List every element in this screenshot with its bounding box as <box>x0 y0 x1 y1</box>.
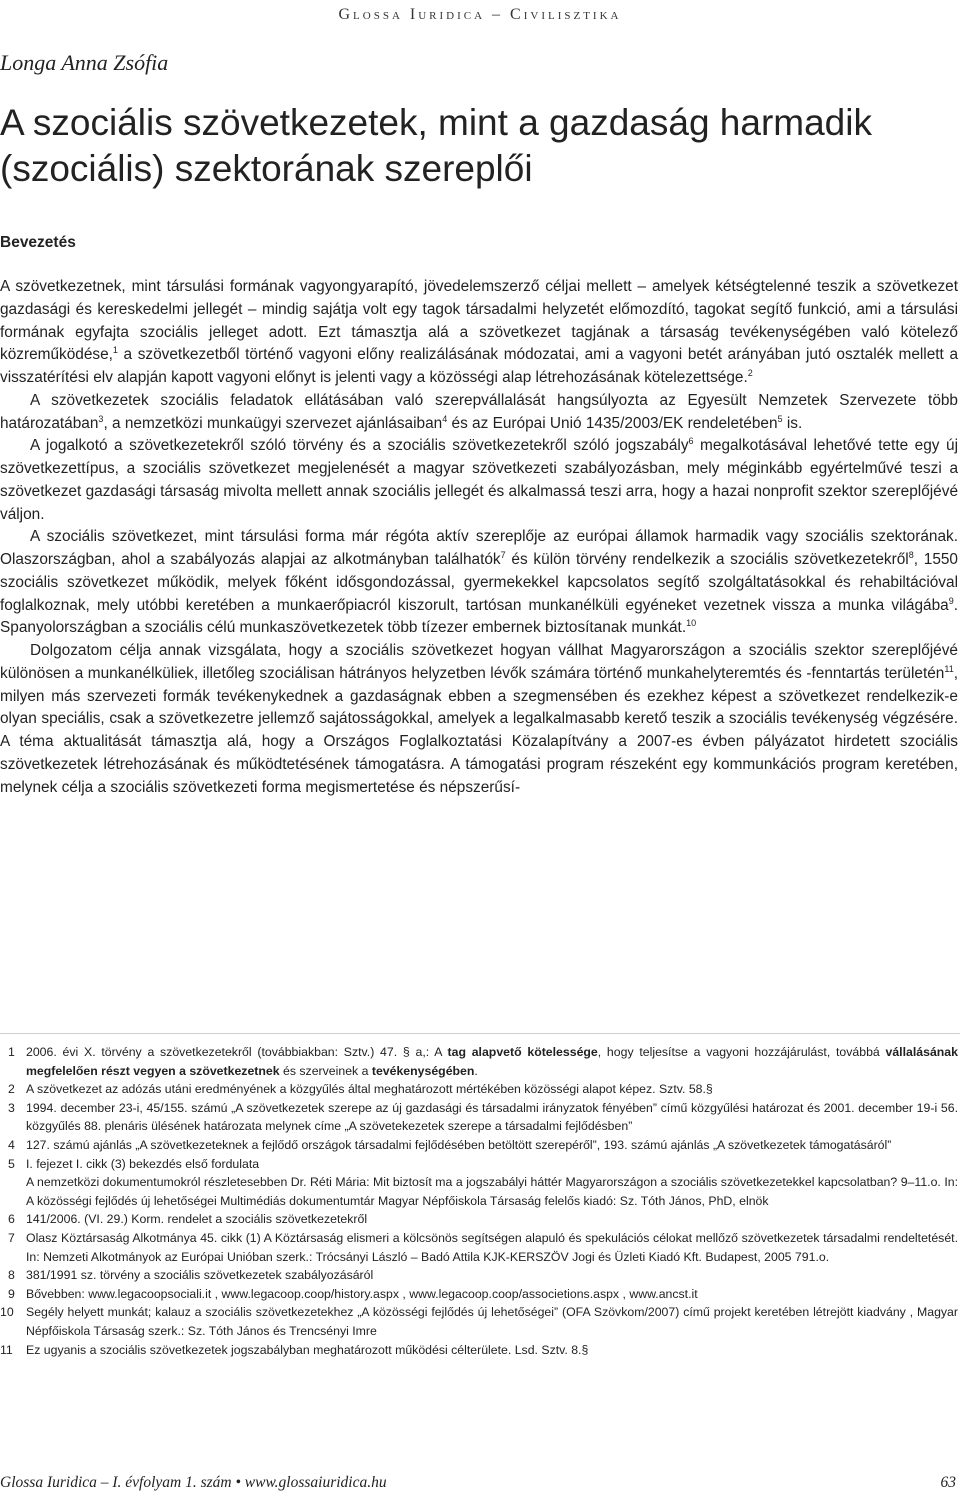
paragraph-5: Dolgozatom célja annak vizsgálata, hogy a szociális szövetkezet hogyan vállhat Magyarországon a szociális szektor szereplőjévé különösen a munkanélküliek, illetőleg szociálisan hátrányos helyzetben lévők számára történő munkahelyteremtés és -fenntartás területén$^{11}$, milyen más szervezeti formák tevékenykednek a gazdaságnak ebben a szegmensében és ezekhez képest a szövetkezet rendelkezik-e olyan speciális, csak a szövetkezetre jellemző sajátosságokkal, amelyek a legalkalmasabb kerető teszik a szociális tevékenység végzésére. A téma aktualitását támasztja alá, hogy a Országos Foglalkoztatási Közalapítvány a 2007-es évben pályázatot hirdetett szociális szövetkezetek létrehozásának és működtetésének támogatásra. A támogatási program részeként egy kommunkációs program keretében, melynek célja a szociális szövetkezeti forma megismertetése és népszerűsí- <box>0 642 958 796</box>
footnote-6: 6 141/2006. (VI. 29.) Korm. rendelet a szociális szövetkezetekről <box>8 1212 368 1227</box>
footnote-1: 1 2006. évi X. törvény a szövetkezetekről (továbbiakban: Sztv.) 47. § a,: A tag alapvető kötelessége, hogy teljesítse a vagyoni hozzájárulást, továbbá vállalásának megfelelően részt vegyen a szövetkezetnek és szerveinek a tevékenységében. <box>8 1045 958 1078</box>
footnote-ref[interactable]: 4 <box>442 413 448 424</box>
footnote-2: 2 A szövetkezet az adózás utáni eredményének a közgyűlés által meghatározott mértékében közösségi alapot képez. Sztv. 58.§ <box>8 1082 713 1097</box>
paragraph-4: A szociális szövetkezet, mint társulási forma már régóta aktív szereplője az európai államok harmadik vagy szociális szektorának. Olaszországban, ahol a szabályozás alapjai az alkotmányban találhatók$^7$ és külön törvény rendelkezik a szociális szövetkezetekről$^8$, 1550 szociális szövetkezet működik, melyek főként idősgondozással, gyermekekkel kapcsolatos segítő szolgáltatásokkal és rehabiltációval foglalkoznak, mely utóbbi keretében a munkaerőpiacról kiszorult, tartósan munkanélküli egyéneket vezetnek vissza a munka világába$^9$. Spanyolországban a szociális célú munkaszövetkezetek több tízezer embernek biztosítanak munkát.$^{10}$ <box>0 528 958 637</box>
footnote-ref[interactable]: 5 <box>777 413 783 424</box>
journal-header: Glossa Iuridica – Civilisztika <box>338 6 622 23</box>
footnotes <box>0 1043 958 1359</box>
footnote-ref[interactable]: 3 <box>98 413 104 424</box>
section-heading: Bevezetés <box>0 234 76 251</box>
footnote-3: 3 1994. december 23-i, 45/155. számú „A szövetkezetek szerepe az új gazdasági és társadalmi irányzatok fényében” című közgyűlési határozat és 2001. december 19-i 56. közgyűlés 88. plenáris ülésének határozata melynek címe „A szövetekezetek szerepe a társadalmi fejlődésben” <box>8 1100 958 1134</box>
paragraph-1: A szövetkezetnek, mint társulási formának vagyongyarapító, jövedelemszerző céljai mellett – amelyek kétségtelenné teszik a szövetkezet gazdasági és kereskedelmi jellegét – mindig sajátja volt egy tagok társadalmi helyzetét előmozdító, tagokat segítő funkció, ami a társulási formának egyfajta szociális jelleget adott. Ezt támasztja alá a szövetkezet tagjának a társaság tevékenységében való kötelező közreműködése,$^1$ a szövetkezetből történő vagyoni előny realizálásának módozatai, ami a vagyoni betét arányában jutó osztalék mellett a visszatérítési elv alapján kapott vagyoni előnyt is jelenti vagy a közösségi alap létrehozásának kötelezettsége.$^2$ <box>0 278 958 386</box>
author-name: Longa Anna Zsófia <box>0 50 169 75</box>
footnote-7: 7 Olasz Köztársaság Alkotmánya 45. cikk (1) A Köztársaság elismeri a kölcsönös segítségen alapuló és spekulációs célokat mellőző szövetkezetek társadalmi rendeltetését. In: Nemzeti Alkotmányok az Európai Unióban szerk.: Trócsányi László – Badó Attila KJK-KERSZÖV Jogi és Üzleti Kiadó Kft. Budapest, 2005 791.o. <box>8 1230 958 1264</box>
footnote-9: 9 Bővebben: www.legacoopsociali.it , www.legacoop.coop/history.aspx , www.legacoop.coop/associetions.aspx , www.ancst.it <box>8 1286 698 1301</box>
footnote-ref[interactable]: 2 <box>747 367 753 378</box>
footnote-ref[interactable]: 9 <box>948 595 954 606</box>
footnote-11: 11 Ez ugyanis a szociális szövetkezetek jogszabályban meghatározott működési célterülete. Lsd. Sztv. 8.§ <box>0 1342 589 1357</box>
paragraph-3: A jogalkotó a szövetkezetekről szóló törvény és a szociális szövetkezetekről szóló jogszabály$^6$ megalkotásával lehetővé tette egy új szövetkezettípus, a szociális szövetkezet megjelenését a magyar szövetkezeti szabályozásban, mely méginkább egyértelművé teszi a szövetkezet gazdasági társaság mivolta mellett annak szociális jellegét és alkalmassá teszi arra, hogy a hazai nonprofit szektor szereplőjévé váljon. <box>0 436 958 523</box>
title-line-1: A szociális szövetkezetek, mint a gazdaság harmadik <box>0 102 872 143</box>
footer-journal-info: Glossa Iuridica – I. évfolyam 1. szám • www.glossaiuridica.hu <box>0 1474 387 1491</box>
footnote-ref[interactable]: 11 <box>944 663 954 674</box>
footnote-5: 5 I. fejezet I. cikk (3) bekezdés első fordulata <box>8 1156 260 1171</box>
footnote-ref[interactable]: 1 <box>112 345 118 356</box>
footnote-4: 4 127. számú ajánlás „A szövetkezeteknek a fejlődő országok társadalmi fejlődésében betöltött szerepéről”, 193. számú ajánlás „A szövetkezetek támogatásáról” <box>8 1137 892 1152</box>
footnote-divider <box>0 1033 960 1034</box>
footnote-10: 10 Segély helyett munkát; kalauz a szociális szövetkezetekhez „A közösségi fejlődés új lehetőségei” (OFA Szövkom/2007) című projekt keretében létrejött kiadvány , Magyar Népfőiskola Társaság szerk.: Sz. Tóth János és Trencsényi Imre <box>0 1305 958 1338</box>
footnote-8: 8 381/1991 sz. törvény a szociális szövetkezetek szabályozásáról <box>8 1268 374 1283</box>
article-body <box>0 276 958 799</box>
footnote-ref[interactable]: 7 <box>500 549 506 560</box>
footnote-ref[interactable]: 8 <box>908 549 914 560</box>
paragraph-2: A szövetkezetek szociális feladatok ellátásában való szerepvállalását hangsúlyozta az Egyesült Nemzetek Szervezete több határozatában$^3$, a nemzetközi munkaügyi szervezet ajánlásaiban$^4$ és az Európai Unió 1435/2003/EK rendeletében$^5$ is. <box>0 391 958 432</box>
footnote-5-continuation: A nemzetközi dokumentumokról részletesebben Dr. Réti Mária: Mit biztosít ma a jogszabályi háttér Magyarországon a szociális szövetkezetekkel kapcsolatban? 9–11.o. In: A közösségi fejlődés új lehetőségei Multimédiás dokumentumtár Magyar Népfőiskola Társaság felelős kiadó: Sz. Tóth János, PhD, elnök <box>26 1175 958 1208</box>
title-line-2: (szociális) szektorának szereplői <box>0 148 533 189</box>
article-title <box>0 100 955 192</box>
page-number: 63 <box>940 1474 956 1491</box>
footnote-ref[interactable]: 6 <box>688 436 694 447</box>
footnote-ref[interactable]: 10 <box>686 618 697 629</box>
